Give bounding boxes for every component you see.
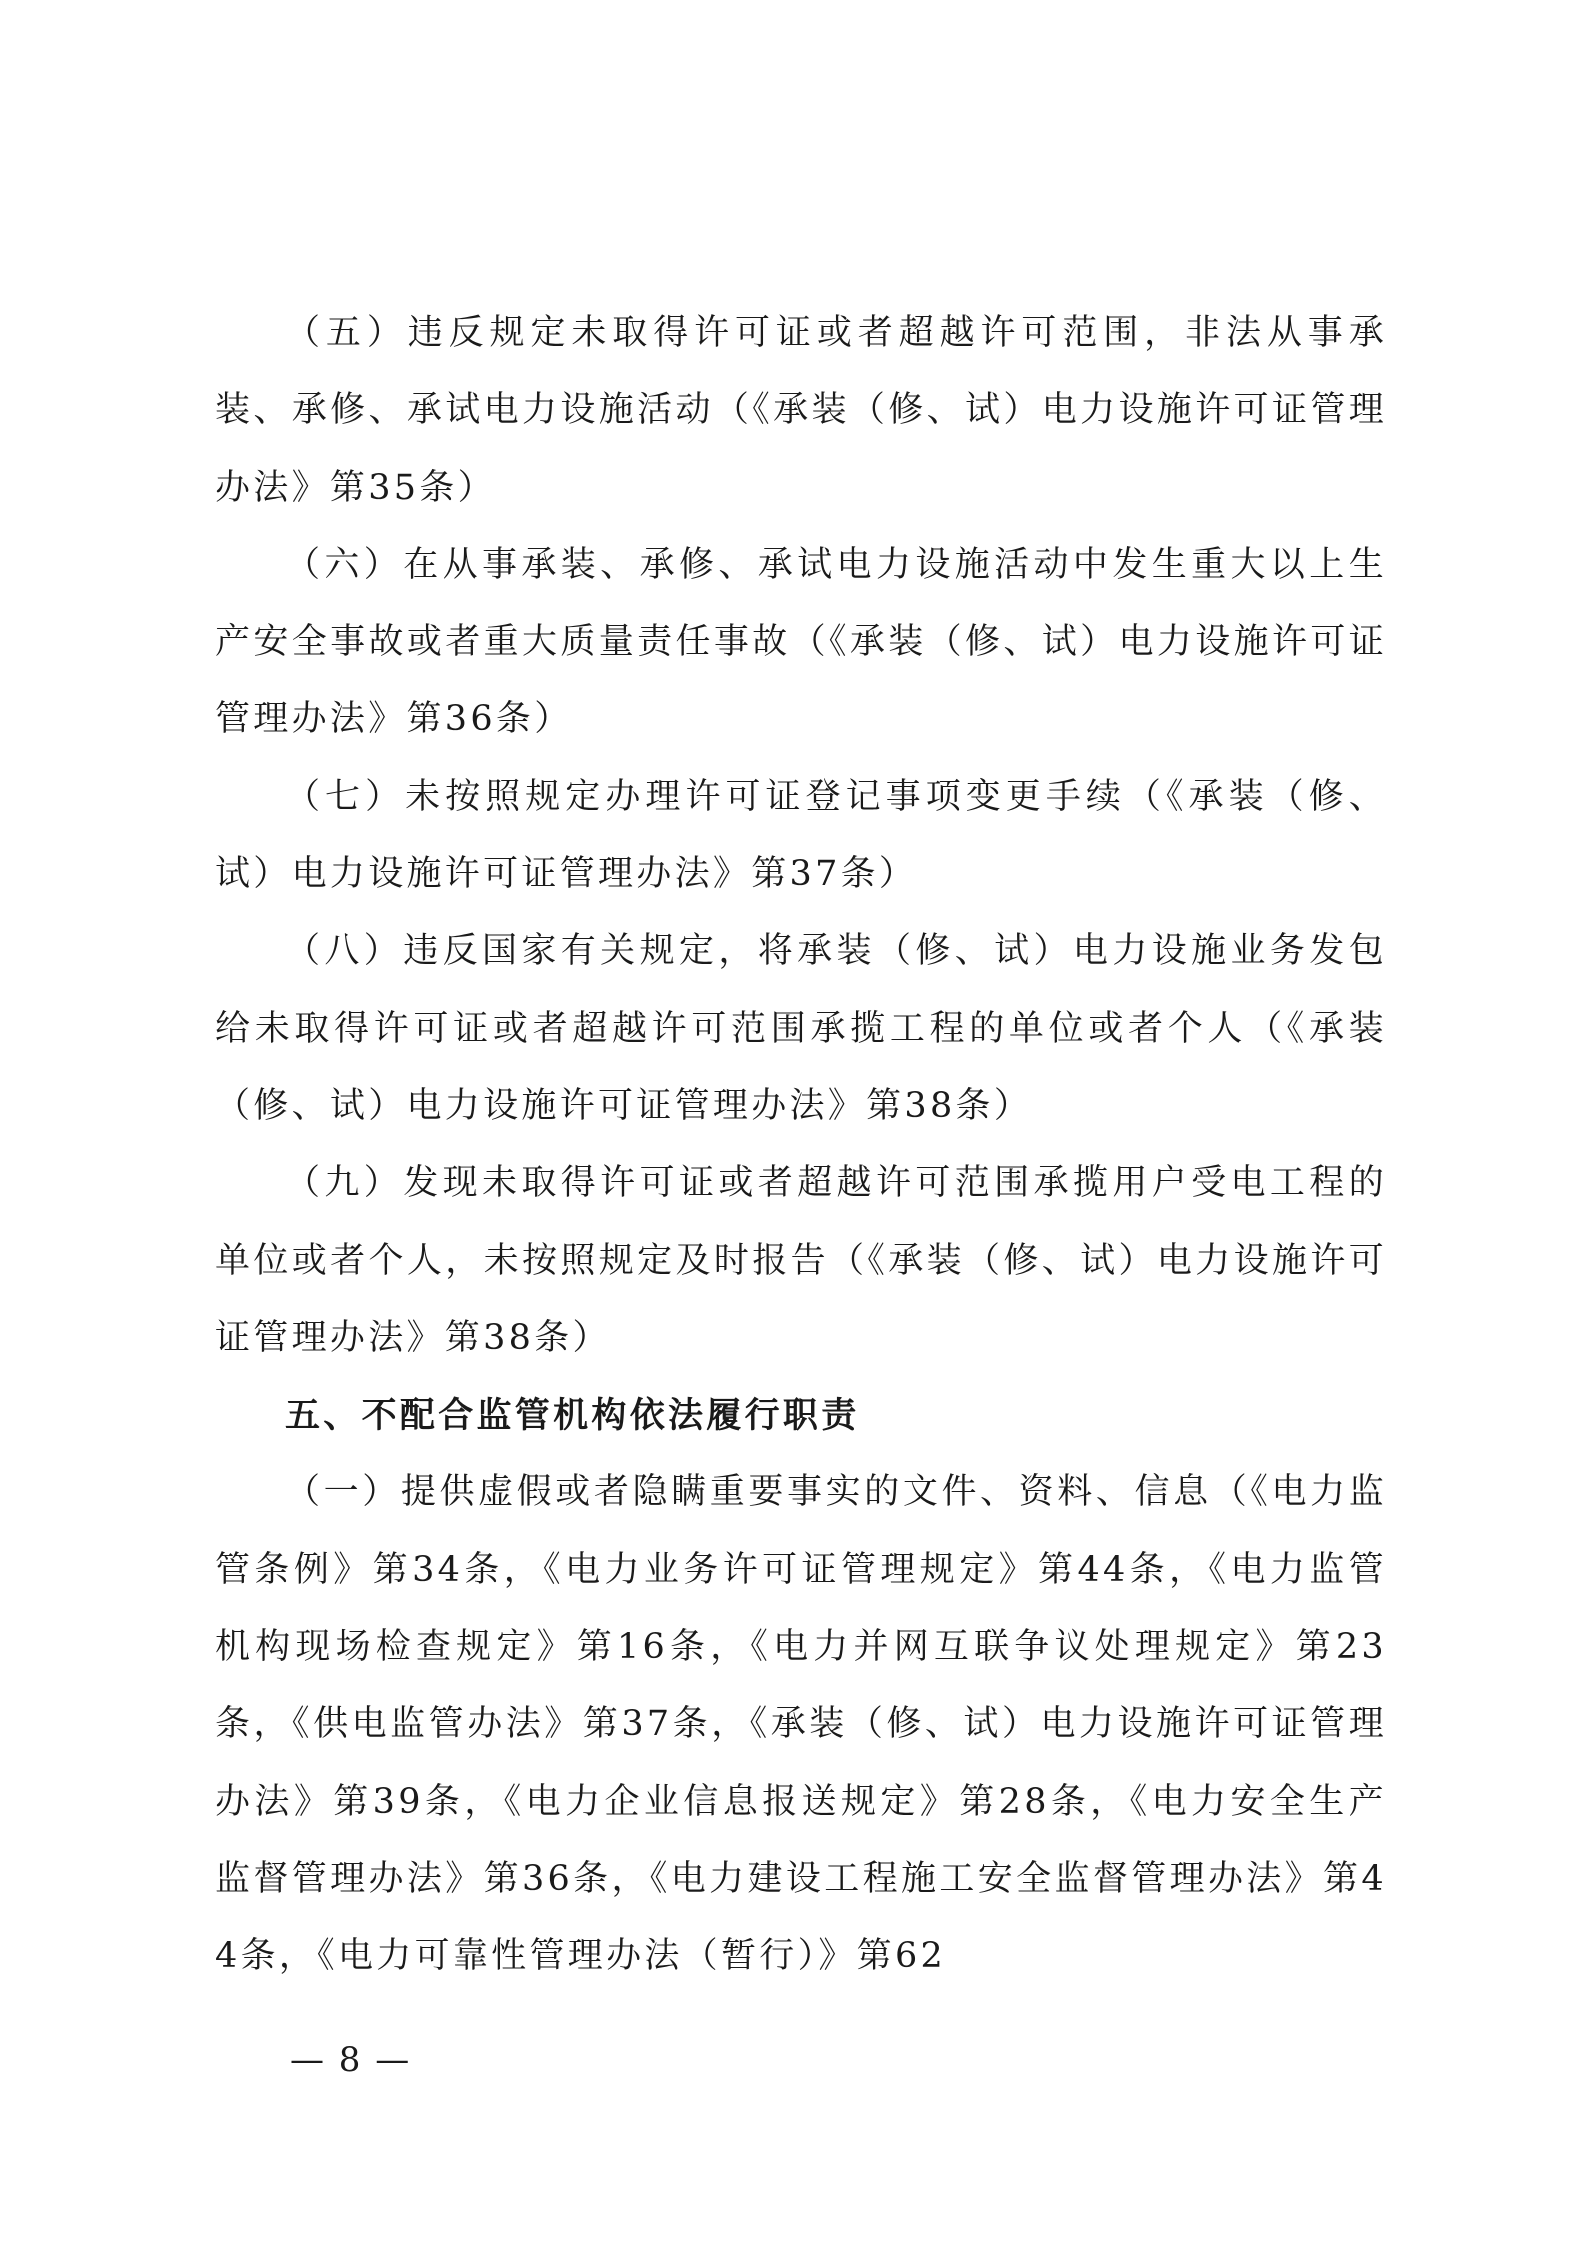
section-paragraph-1: （一）提供虚假或者隐瞒重要事实的文件、资料、信息（《电力监管条例》第34条，《电力业务许可证管理规定》第44条，《电力监管机构现场检查规定》第16条，《电力并网互联争议处理规定》第23条，《供电监管办法》第37条，《承装（修、试）电力设施许可证管理办法》第39条，《电力企业信息报送规定》第28条，《电力安全生产监督管理办法》第36条，《电力建设工程施工安全监督管理办法》第44条，《电力可靠性管理办法（暂行）》第62 bbox=[215, 1472, 1387, 1977]
page-number: — 8 — bbox=[290, 2040, 412, 2080]
document-body bbox=[215, 295, 1387, 1996]
paragraph-item-7: （七）未按照规定办理许可证登记事项变更手续（《承装（修、试）电力设施许可证管理办法》第37条） bbox=[215, 776, 1387, 895]
paragraph-item-9: （九）发现未取得许可证或者超越许可范围承揽用户受电工程的单位或者个人，未按照规定及时报告（《承装（修、试）电力设施许可证管理办法》第38条） bbox=[215, 1163, 1387, 1358]
section-heading: 五、不配合监管机构依法履行职责 bbox=[285, 1395, 860, 1437]
paragraph-item-8: （八）违反国家有关规定，将承装（修、试）电力设施业务发包给未取得许可证或者超越许可范围承揽工程的单位或者个人（《承装（修、试）电力设施许可证管理办法》第38条） bbox=[215, 931, 1387, 1126]
paragraph-item-6: （六）在从事承装、承修、承试电力设施活动中发生重大以上生产安全事故或者重大质量责任事故（《承装（修、试）电力设施许可证管理办法》第36条） bbox=[215, 544, 1387, 740]
paragraph-item-5: （五）违反规定未取得许可证或者超越许可范围，非法从事承装、承修、承试电力设施活动（《承装（修、试）电力设施许可证管理办法》第35条） bbox=[215, 313, 1387, 508]
